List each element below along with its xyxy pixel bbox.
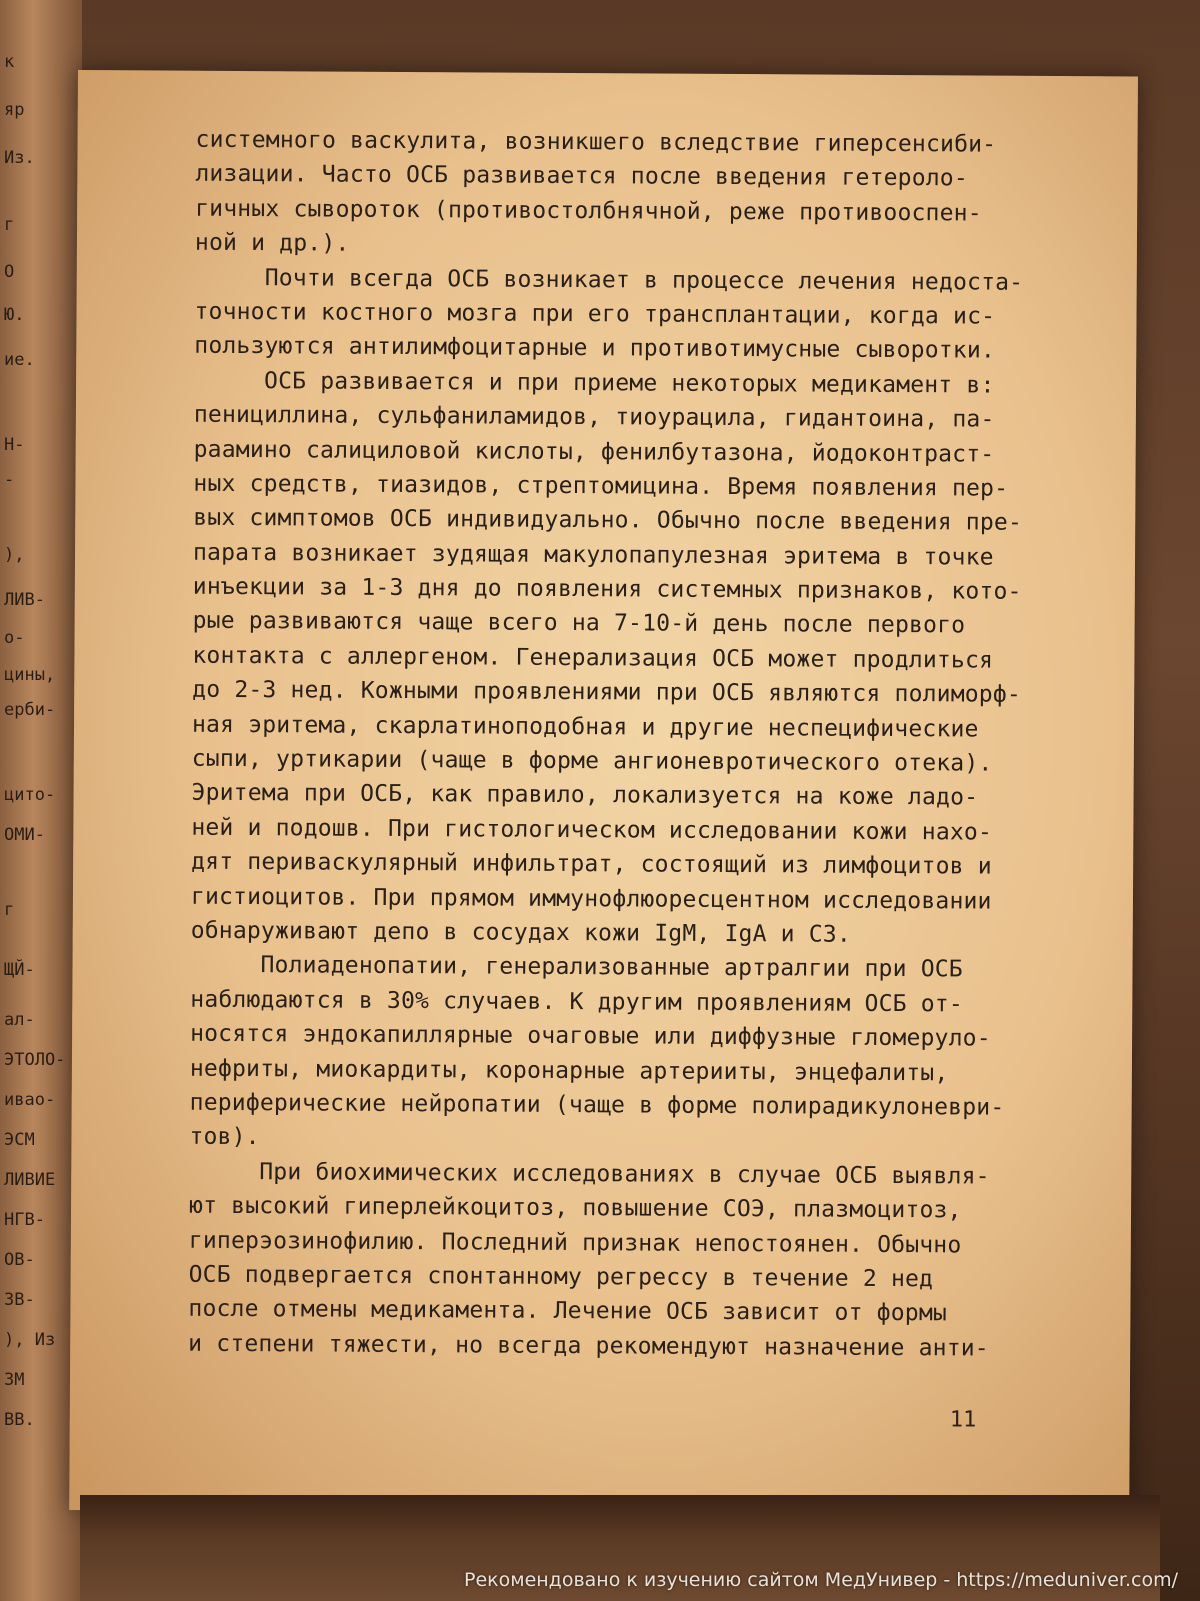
text-line: гиперэозинофилию. Последний признак непостоянен. Обычно	[188, 1227, 962, 1258]
text-line: контакта с аллергеном. Генерализация ОСБ может продлиться	[192, 642, 994, 674]
text-line: точности костного мозга при его трансплантации, когда ис-	[194, 298, 996, 330]
text-line: При биохимических исследованиях в случае ОСБ выявля-	[259, 1158, 990, 1190]
left-page-fragment: г	[4, 215, 15, 235]
left-page-fragment: ал-	[4, 1010, 35, 1030]
left-page-fragment: ЛИВИЕ	[4, 1170, 56, 1190]
text-line: ная эритема, скарлатиноподобная и другие неспецифические	[191, 711, 979, 743]
left-page-fragment: -	[4, 470, 15, 490]
text-line: ют высокий гиперлейкоцитоз, повышение СОЭ, плазмоцитоз,	[188, 1192, 962, 1224]
left-page-fragment: ЗВ-	[4, 1290, 35, 1310]
text-line: после отмены медикамента. Лечение ОСБ зависит от формы	[188, 1295, 948, 1327]
text-line: наблюдаются в 30% случаев. К другим проявлениям ОСБ от-	[190, 986, 963, 1018]
left-page-fragment: о-	[4, 628, 25, 648]
text-line: дят периваскулярный инфильтрат, состоящий из лимфоцитов и	[191, 848, 992, 880]
text-line: до 2-3 нед. Кожными проявлениями при ОСБ являются полиморф-	[192, 676, 1022, 709]
text-line: обнаруживают депо в сосудах кожи IgM, IgA и C3.	[190, 917, 852, 948]
page-number: 11	[949, 1407, 977, 1433]
text-line: гистиоцитов. При прямом иммунофлюоресцентном исследовании	[190, 883, 992, 915]
text-line: Полиаденопатии, генерализованные артралгии при ОСБ	[260, 952, 963, 983]
left-page-fragment: ЗМ	[4, 1370, 25, 1390]
text-line: пользуются антилимфоцитарные и противотимусные сыворотки.	[194, 333, 996, 364]
text-line: ОСБ развивается и при приеме некоторых медикамент в:	[264, 367, 995, 399]
left-page-fragment: О	[4, 262, 15, 282]
left-page-fragment: ерби-	[4, 700, 56, 720]
text-line: носятся эндокапиллярные очаговые или диффузные гломеруло-	[190, 1020, 991, 1052]
text-line: тов).	[189, 1124, 260, 1151]
text-line: системного васкулита, возникшего вследствие гиперсенсиби-	[195, 126, 997, 158]
left-page-fragment: Н-	[4, 435, 25, 455]
left-page-fragment: ), Из	[4, 1330, 56, 1350]
left-page-fragment: г	[4, 900, 15, 920]
text-line: рые развиваются чаще всего на 7-10-й день после первого	[192, 608, 966, 639]
text-line: инъекции за 1-3 дня до появления системных признаков, кото-	[192, 573, 1022, 605]
left-page-fragment: Ю.	[4, 305, 25, 325]
left-page-fragment: цины,	[4, 665, 56, 685]
left-page-fragment: ЩЙ-	[4, 960, 35, 980]
text-line: и степени тяжести, но всегда рекомендуют назначение анти-	[188, 1330, 989, 1362]
text-line: вых симптомов ОСБ индивидуально. Обычно после введения пре-	[193, 505, 1023, 537]
text-line: пенициллина, сульфаниламидов, тиоурацила, гидантоина, па-	[193, 401, 995, 433]
left-page-fragment: Из.	[4, 148, 35, 168]
page-text	[188, 123, 1076, 1366]
text-line: ной и др.).	[194, 229, 350, 257]
left-page-fragment: ОМИ-	[4, 825, 45, 845]
left-page-fragment: ие.	[4, 350, 35, 370]
left-page-fragment: ЭТОЛО-	[4, 1050, 66, 1070]
text-line: периферические нейропатии (чаще в форме полирадикулоневри-	[189, 1089, 1005, 1121]
text-line: ней и подошв. При гистологическом исследовании кожи нахо-	[191, 814, 993, 846]
left-page-fragment: к	[4, 52, 15, 72]
left-page-fragment: ЭСМ	[4, 1130, 35, 1150]
text-line: Эритема при ОСБ, как правило, локализуется на коже ладо-	[191, 780, 979, 811]
text-line: нефриты, миокардиты, коронарные артерииты, энцефалиты,	[189, 1055, 949, 1086]
text-line: ОСБ подвергается спонтанному регрессу в течение 2 нед	[188, 1261, 934, 1293]
text-line: лизации. Часто ОСБ развивается после введения гетероло-	[195, 161, 969, 192]
text-line: парата возникает зудящая макулопапулезная эритема в точке	[192, 539, 994, 571]
book-page	[69, 70, 1138, 1516]
left-page-fragment: яр	[4, 100, 25, 120]
text-line: сыпи, уртикарии (чаще в форме ангионевротического отека).	[191, 745, 993, 777]
text-line: ных средств, тиазидов, стрептомицина. Время появления пер-	[193, 470, 1009, 502]
text-line: раамино салициловой кислоты, фенилбутазона, йодоконтраст-	[193, 436, 995, 468]
text-line: Почти всегда ОСБ возникает в процессе лечения недоста-	[264, 264, 1024, 296]
left-page-fragment: ),	[4, 545, 25, 565]
left-page-fragment: НГВ-	[4, 1210, 45, 1230]
left-page-fragment: ЛИВ-	[4, 590, 45, 610]
left-page-fragment: ВВ.	[4, 1410, 35, 1430]
watermark-text: Рекомендовано к изучению сайтом МедУнивер - https://meduniver.com/	[463, 1569, 1178, 1591]
left-page-fragment: ивао-	[4, 1090, 56, 1110]
left-page-fragment: ОВ-	[4, 1250, 35, 1270]
left-page-fragment: цито-	[4, 785, 56, 805]
text-line: гичных сывороток (противостолбнячной, реже противооспен-	[195, 195, 982, 227]
